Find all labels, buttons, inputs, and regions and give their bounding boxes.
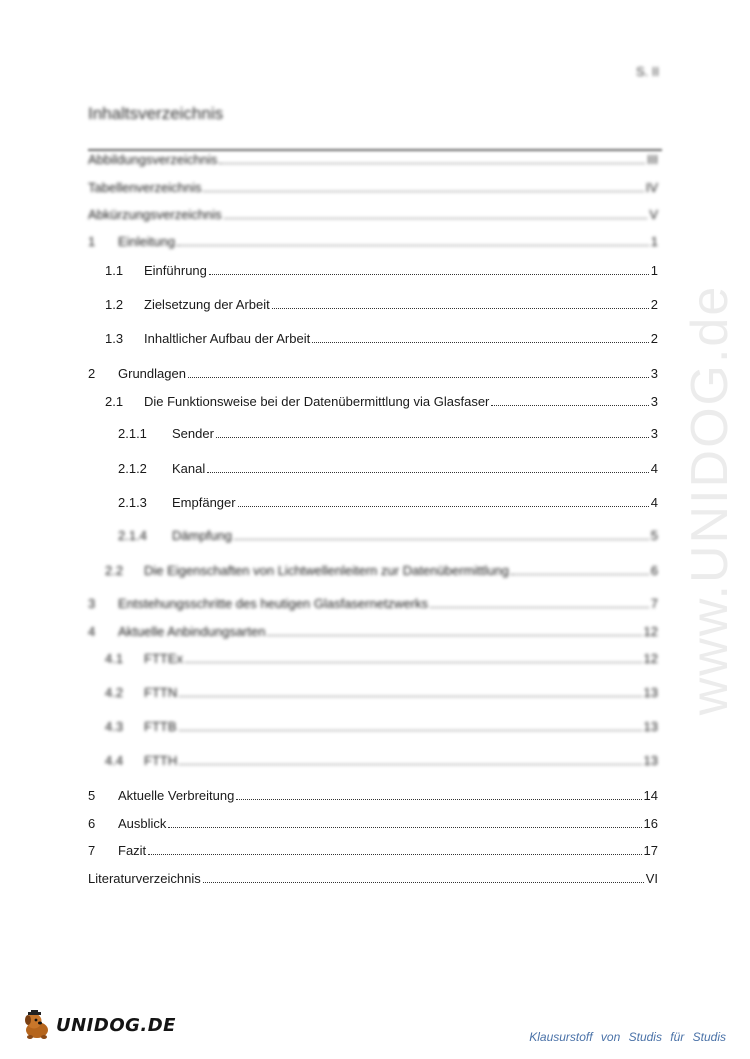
toc-leader-dots (219, 162, 645, 164)
toc-leader-dots (177, 244, 649, 246)
toc-entry-page: 14 (643, 788, 658, 803)
toc-entry-page: 16 (643, 816, 658, 831)
toc-entry-title: FTTN (144, 685, 178, 700)
toc-entry-page: 12 (643, 624, 658, 639)
toc-entry[interactable] (105, 297, 658, 313)
toc-leader-dots (224, 217, 648, 219)
toc-entry-number: 4.4 (105, 753, 124, 768)
toc-entry[interactable] (88, 234, 658, 250)
toc-entry-title: Kanal (172, 461, 206, 476)
toc-entry-page: IV (645, 180, 658, 195)
watermark: www.UNIDOG.de (681, 284, 739, 716)
toc-leader-dots (188, 376, 649, 378)
toc-entry-number: 4 (88, 624, 96, 639)
toc-leader-dots (430, 606, 649, 608)
footer-logo[interactable] (20, 1010, 176, 1040)
footer-slogan: Klausurstoff von Studis für Studis (529, 1030, 726, 1044)
toc-entry[interactable] (88, 624, 658, 640)
toc-entry-page: V (649, 207, 658, 222)
toc-entry[interactable] (88, 871, 658, 887)
page-number: S. II (636, 64, 660, 79)
toc-entry-page: 4 (650, 495, 658, 510)
toc-entry-number: 1.2 (105, 297, 124, 312)
toc-entry-number: 1.1 (105, 263, 124, 278)
toc-entry[interactable] (88, 152, 658, 168)
toc-entry-title: Abkürzungsverzeichnis (88, 207, 222, 222)
toc-entry-title: Entstehungsschritte des heutigen Glasfasernetzwerks (118, 596, 429, 611)
toc-entry-title: Grundlagen (118, 366, 186, 381)
toc-entry[interactable] (118, 426, 658, 442)
toc-entry[interactable] (118, 461, 658, 477)
toc-leader-dots (491, 404, 648, 406)
toc-entry-title: Empfänger (172, 495, 236, 510)
toc-entry[interactable] (105, 263, 658, 279)
toc-entry[interactable] (88, 366, 658, 382)
toc-entry[interactable] (105, 563, 658, 579)
toc-leader-dots (207, 471, 649, 473)
toc-entry-page: III (647, 152, 658, 167)
toc-entry-page: 12 (643, 651, 658, 666)
toc-leader-dots (168, 826, 641, 828)
toc-entry-title: Abbildungsverzeichnis (88, 152, 218, 167)
toc-entry[interactable] (88, 596, 658, 612)
toc-entry[interactable] (118, 528, 658, 544)
toc-leader-dots (511, 573, 649, 575)
toc-entry[interactable] (88, 180, 658, 196)
toc-leader-dots (236, 798, 641, 800)
toc-entry-title: Literaturverzeichnis (88, 871, 201, 886)
toc-leader-dots (216, 436, 649, 438)
toc-heading: Inhaltsverzeichnis (88, 104, 224, 123)
toc-entry-page: 4 (650, 461, 658, 476)
toc-entry-page: 1 (650, 234, 658, 249)
toc-entry-page: 13 (643, 753, 658, 768)
toc-entry-number: 4.1 (105, 651, 124, 666)
toc-leader-dots (312, 341, 649, 343)
toc-entry-number: 1.3 (105, 331, 124, 346)
toc-entry-title: FTTEx (144, 651, 183, 666)
toc-leader-dots (272, 307, 649, 309)
toc-entry[interactable] (105, 753, 658, 769)
dog-mascot-icon (20, 1010, 54, 1040)
toc-entry-title: Tabellenverzeichnis (88, 180, 202, 195)
toc-entry-page: 3 (650, 426, 658, 441)
toc-entry-number: 3 (88, 596, 96, 611)
toc-leader-dots (179, 763, 641, 765)
toc-entry[interactable] (105, 685, 658, 701)
toc-entry[interactable] (88, 207, 658, 223)
toc-entry-title: FTTH (144, 753, 178, 768)
toc-entry-title: Ausblick (118, 816, 167, 831)
toc-leader-dots (148, 853, 641, 855)
toc-leader-dots (179, 695, 641, 697)
toc-entry[interactable] (118, 495, 658, 511)
toc-entry-page: VI (645, 871, 658, 886)
toc-entry-number: 1 (88, 234, 96, 249)
toc-entry-page: 2 (650, 297, 658, 312)
toc-entry-page: 1 (650, 263, 658, 278)
toc-entry-number: 6 (88, 816, 96, 831)
toc-entry-title: Aktuelle Anbindungsarten (118, 624, 266, 639)
toc-leader-dots (203, 881, 644, 883)
toc-entry-title: Fazit (118, 843, 147, 858)
toc-leader-dots (179, 729, 642, 731)
toc-entry[interactable] (105, 331, 658, 347)
toc-entry-title: Einleitung (118, 234, 176, 249)
toc-leader-dots (209, 273, 649, 275)
toc-entry-title: Sender (172, 426, 214, 441)
toc-entry[interactable] (105, 719, 658, 735)
toc-leader-dots (238, 505, 649, 507)
toc-entry-number: 2 (88, 366, 96, 381)
toc-entry-title: Einführung (144, 263, 207, 278)
toc-entry-title: Die Eigenschaften von Lichtwellenleitern zur Datenübermittlung (144, 563, 509, 578)
toc-entry[interactable] (105, 651, 658, 667)
logo-text: UNIDOG.DE (56, 1014, 176, 1036)
toc-entry-page: 5 (650, 528, 658, 543)
toc-entry[interactable] (88, 843, 658, 859)
toc-entry-page: 13 (643, 719, 658, 734)
toc-entry-number: 4.3 (105, 719, 124, 734)
toc-entry-title: Aktuelle Verbreitung (118, 788, 235, 803)
toc-leader-dots (185, 661, 642, 663)
toc-entry-number: 4.2 (105, 685, 124, 700)
toc-entry-title: Zielsetzung der Arbeit (144, 297, 270, 312)
toc-entry-page: 13 (643, 685, 658, 700)
toc-leader-dots (267, 634, 641, 636)
toc-entry-number: 7 (88, 843, 96, 858)
toc-entry-title: Inhaltlicher Aufbau der Arbeit (144, 331, 311, 346)
toc-leader-dots (234, 538, 649, 540)
toc-entry-page: 6 (650, 563, 658, 578)
toc-entry-number: 2.1.2 (118, 461, 147, 476)
toc-entry-number: 2.1 (105, 394, 124, 409)
heading-rule (88, 149, 662, 151)
toc-entry-page: 2 (650, 331, 658, 346)
toc-entry-page: 3 (650, 366, 658, 381)
toc-entry[interactable] (88, 816, 658, 832)
toc-entry-page: 7 (650, 596, 658, 611)
toc-entry-title: FTTB (144, 719, 177, 734)
toc-entry-page: 3 (650, 394, 658, 409)
toc-entry[interactable] (88, 788, 658, 804)
toc-entry-number: 2.1.1 (118, 426, 147, 441)
toc-leader-dots (203, 190, 643, 192)
toc-entry-number: 2.1.4 (118, 528, 147, 543)
toc-entry-number: 5 (88, 788, 96, 803)
toc-entry-title: Die Funktionsweise bei der Datenübermittlung via Glasfaser (144, 394, 490, 409)
toc-entry[interactable] (105, 394, 658, 410)
toc-entry-title: Dämpfung (172, 528, 232, 543)
toc-entry-number: 2.2 (105, 563, 124, 578)
toc-entry-number: 2.1.3 (118, 495, 147, 510)
toc-entry-page: 17 (643, 843, 658, 858)
